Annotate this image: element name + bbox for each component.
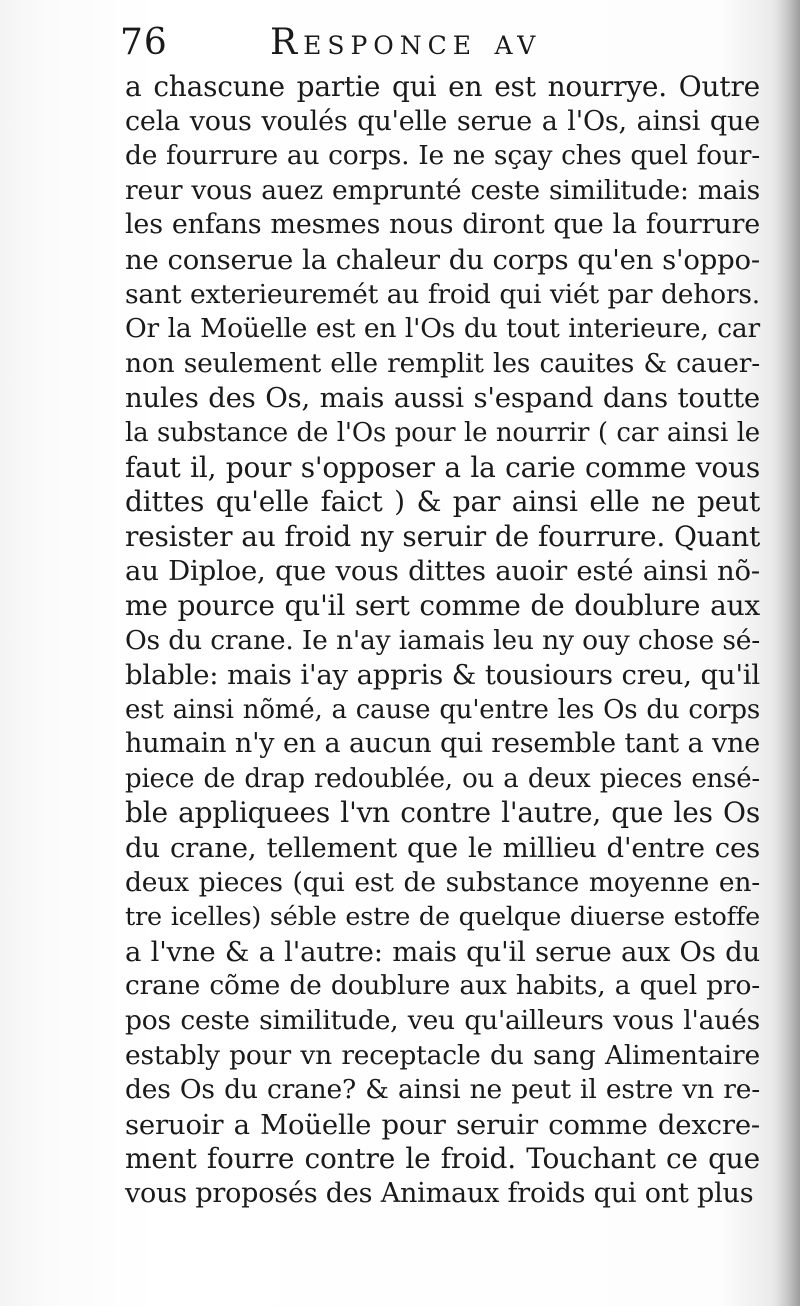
text-line: piece de drap redoublée, ou a deux pieces ensé-: [125, 763, 760, 794]
text-line: deux pieces (qui est de substance moyenne en-: [125, 866, 760, 898]
text-line: ne conserue la chaleur du corps qu'en s'oppo-: [125, 243, 760, 276]
text-line: de fourrure au corps. Ie ne sçay ches quel four-: [125, 140, 760, 172]
text-line: humain n'y en a aucun qui resemble tant a vne: [125, 728, 760, 760]
text-line: Os du crane. Ie n'ay iamais leu ny ouy chose sé-: [125, 624, 760, 656]
running-head: Responce av: [270, 21, 542, 63]
text-line: Or la Moüelle est en l'Os du tout interieure, car: [125, 313, 760, 345]
text-line: estably pour vn receptacle du sang Alimentaire: [125, 1039, 760, 1071]
page-number: 76: [120, 21, 168, 63]
text-line: vous proposés des Animaux froids qui ont plus: [125, 1178, 754, 1209]
text-line: pos ceste similitude, veu qu'ailleurs vous l'aués: [125, 1005, 760, 1037]
text-line: sant exterieuremét au froid qui viét par dehors.: [125, 278, 760, 310]
text-line: crane cõme de doublure aux habits, a quel pro-: [125, 970, 760, 1002]
text-line: a l'vne & a l'autre: mais qu'il serue aux Os du: [125, 935, 760, 968]
text-line: est ainsi nõmé, a cause qu'entre les Os du corps: [125, 694, 760, 725]
text-line: au Diploe, que vous dittes auoir esté ainsi nõ-: [125, 555, 760, 588]
text-line: me pource qu'il sert comme de doublure aux: [125, 588, 760, 622]
text-line: les enfans mesmes nous diront que la fourrure: [125, 209, 760, 241]
text-line: non seulement elle remplit les cauites & cauer-: [125, 347, 760, 379]
text-line: la substance de l'Os pour le nourrir ( car ainsi le: [125, 417, 760, 448]
page-header: [120, 18, 680, 66]
text-line: du crane, tellement que le millieu d'entre ces: [125, 832, 760, 865]
text-line: resister au froid ny seruir de fourrure. Quant: [125, 519, 760, 553]
text-line: des Os du crane? & ainsi ne peut il estre vn re-: [125, 1074, 760, 1106]
text-line: seruoir a Moüelle pour seruir comme dexcre-: [125, 1108, 760, 1141]
page-edge-shadow: [772, 0, 800, 1306]
text-line: reur vous auez emprunté ceste similitude: mais: [125, 174, 760, 206]
text-line: blable: mais i'ay appris & tousiours creu, qu'il: [125, 659, 760, 692]
text-line: cela vous voulés qu'elle serue a l'Os, ainsi que: [125, 105, 760, 137]
text-line: ment fourre contre le froid. Touchant ce que: [125, 1142, 760, 1176]
text-line: a chascune partie qui en est nourrye. Outre: [125, 70, 760, 103]
text-line: ble appliquees l'vn contre l'autre, que les Os: [125, 796, 760, 830]
text-line: nules des Os, mais aussi s'espand dans toutte: [125, 382, 760, 415]
text-line: faut il, pour s'opposer a la carie comme vous: [125, 450, 760, 484]
body-text: [125, 70, 760, 1212]
text-line: dittes qu'elle faict ) & par ainsi elle ne peut: [125, 485, 760, 519]
text-line: tre icelles) séble estre de quelque diuerse estoffe: [125, 902, 760, 933]
